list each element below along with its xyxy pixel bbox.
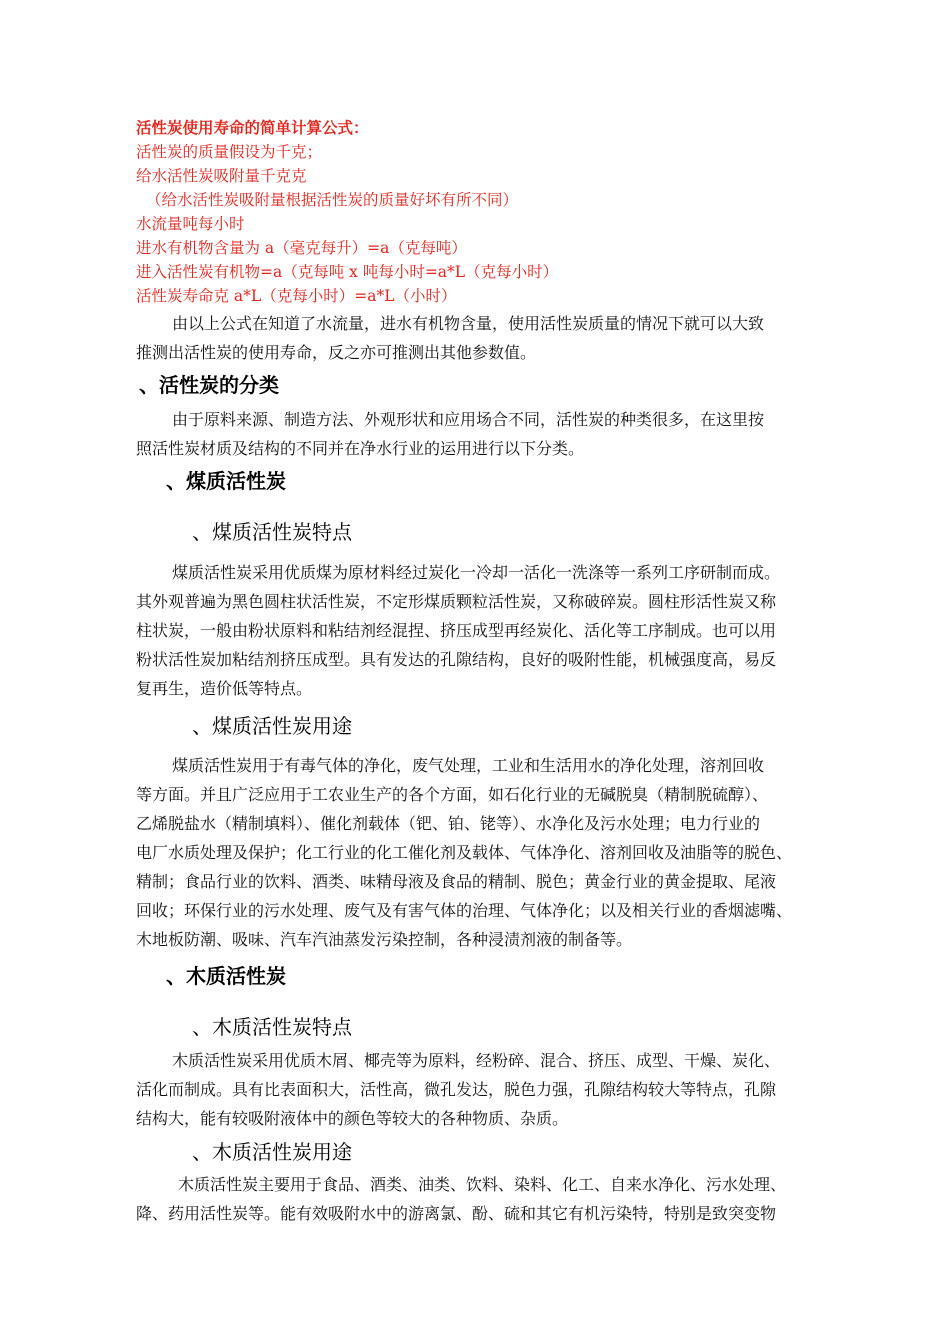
subheading-wood-uses: 、木质活性炭用途 [192,1140,352,1164]
paragraph-line: 粉状活性炭加粘结剂挤压成型。具有发达的孔隙结构，良好的吸附性能，机械强度高，易反 [136,650,777,669]
paragraph-line: 由于原料来源、制造方法、外观形状和应用场合不同，活性炭的种类很多，在这里按 [172,410,765,429]
formula-line: 水流量吨每小时 [136,215,245,233]
paragraph-line: 其外观普遍为黑色圆柱状活性炭，不定形煤质颗粒活性炭，又称破碎炭。圆柱形活性炭又称 [136,592,777,611]
paragraph-line: 柱状炭，一般由粉状原料和粘结剂经混捏、挤压成型再经炭化、活化等工序制成。也可以用 [136,621,777,640]
paragraph-line: 结构大，能有较吸附液体中的颜色等较大的各种物质、杂质。 [136,1109,569,1128]
paragraph-line: 电厂水质处理及保护；化工行业的化工催化剂及载体、气体净化、溶剂回收及油脂等的脱色、 [136,843,793,862]
paragraph-line: 推测出活性炭的使用寿命，反之亦可推测出其他参数值。 [136,343,537,362]
paragraph-line: 降、药用活性炭等。能有效吸附水中的游离氯、酚、硫和其它有机污染特，特别是致突变物 [136,1204,777,1223]
coal-uses-paragraph [136,751,826,954]
paragraph-line: 复再生，造价低等特点。 [136,679,313,698]
subheading-coal-features: 、煤质活性炭特点 [192,520,352,544]
paragraph-line: 等方面。并且广泛应用于工农业生产的各个方面，如石化行业的无碱脱臭（精制脱硫醇）、 [136,785,769,804]
subheading-wood-features: 、木质活性炭特点 [192,1015,352,1039]
paragraph-line: 木质活性炭采用优质木屑、椰壳等为原料，经粉碎、混合、挤压、成型、干燥、炭化、 [172,1051,781,1070]
formula-line: 进入活性炭有机物=a（克每吨 x 吨每小时=a*L（克每小时） [136,263,559,281]
formula-line: 活性炭寿命克 a*L（克每小时）=a*L（小时） [136,287,457,305]
wood-uses-paragraph [136,1170,826,1228]
paragraph-line: 煤质活性炭用于有毒气体的净化，废气处理，工业和生活用水的净化处理，溶剂回收 [172,756,765,775]
paragraph-line: 照活性炭材质及结构的不同并在净水行业的运用进行以下分类。 [136,439,585,458]
formula-line: 给水活性炭吸附量千克克 [136,167,307,185]
formula-line: （给水活性炭吸附量根据活性炭的质量好坏有所不同） [146,191,519,209]
section-heading-coal: 、煤质活性炭 [166,469,286,493]
formula-line: 活性炭的质量假设为千克； [136,143,323,161]
paragraph-line: 回收；环保行业的污水处理、废气及有害气体的治理、气体净化；以及相关行业的香烟滤嘴、 [136,901,793,920]
paragraph-line: 由以上公式在知道了水流量，进水有机物含量，使用活性炭质量的情况下就可以大致 [172,314,765,333]
formula-title: 活性炭使用寿命的简单计算公式： [136,118,369,137]
paragraph-line: 煤质活性炭采用优质煤为原材料经过炭化一冷却一活化一洗涤等一系列工序研制而成。 [172,563,781,582]
coal-features-paragraph [136,558,826,703]
section-heading-wood: 、木质活性炭 [166,964,286,988]
paragraph-line: 木质活性炭主要用于食品、酒类、油类、饮料、染料、化工、自来水净化、污水处理、 [178,1175,787,1194]
paragraph-line: 乙烯脱盐水（精制填料）、催化剂载体（钯、铂、铑等）、水净化及污水处理；电力行业的 [136,814,761,833]
paragraph-line: 活化而制成。具有比表面积大，活性高，微孔发达，脱色力强，孔隙结构较大等特点，孔隙 [136,1080,777,1099]
classification-paragraph [136,405,826,463]
subheading-coal-uses: 、煤质活性炭用途 [192,714,352,738]
intro-paragraph [136,309,826,367]
section-heading-classification: 、活性炭的分类 [139,373,279,397]
paragraph-line: 木地板防潮、吸味、汽车汽油蒸发污染控制，各种浸渍剂液的制备等。 [136,930,633,949]
paragraph-line: 精制；食品行业的饮料、酒类、味精母液及食品的精制、脱色；黄金行业的黄金提取、尾液 [136,872,777,891]
formula-line: 进水有机物含量为 a（毫克每升）=a（克每吨） [136,239,467,257]
wood-features-paragraph [136,1046,826,1133]
